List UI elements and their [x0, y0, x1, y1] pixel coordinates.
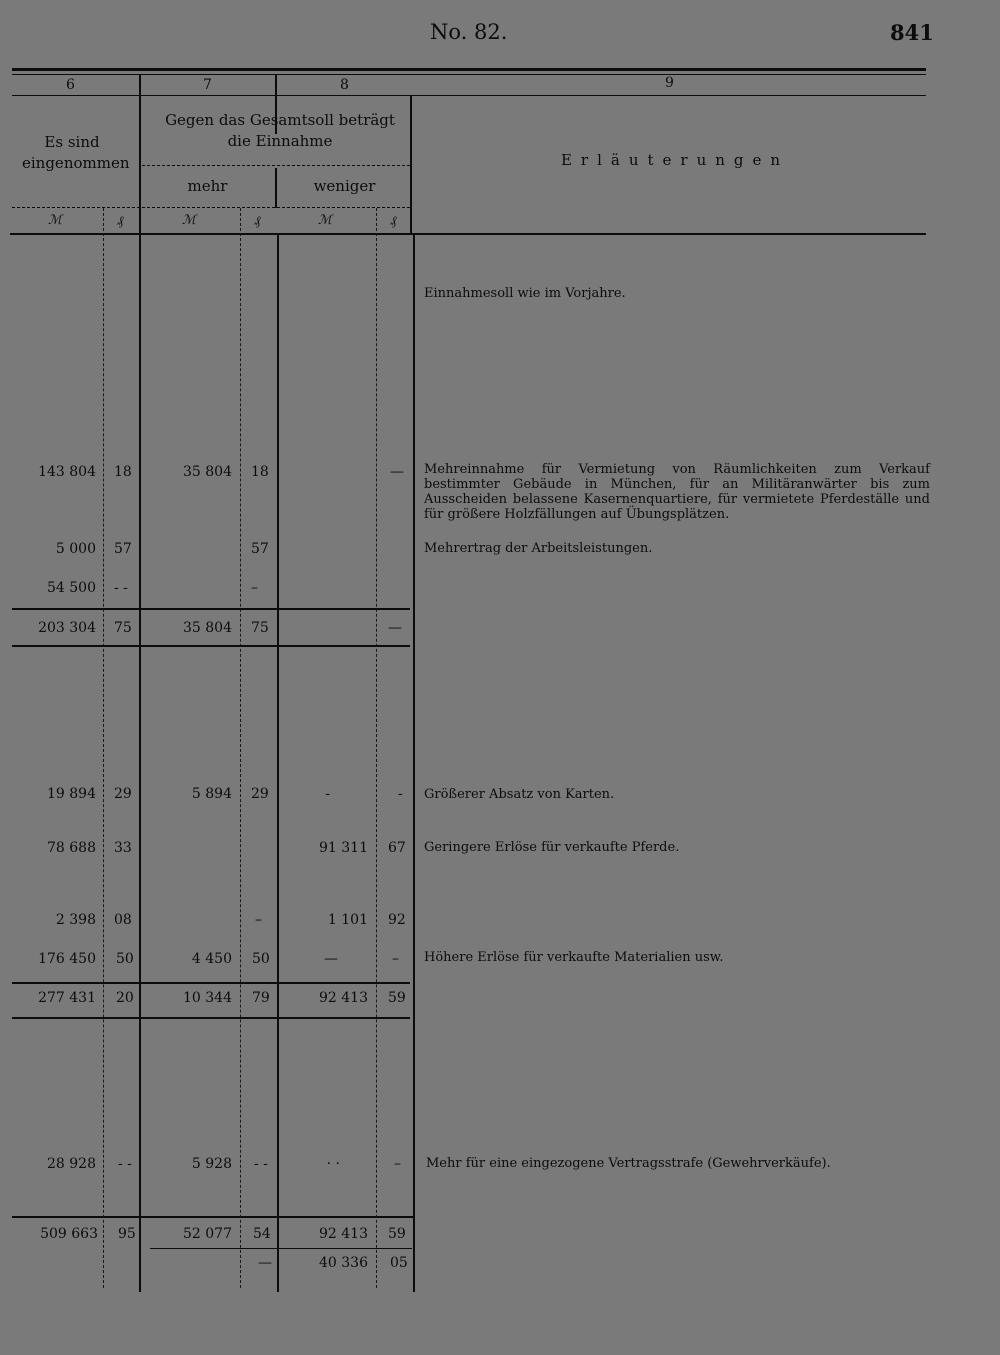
- header-bottom-rule: [10, 233, 926, 235]
- column-divider-8-9-top: [410, 95, 412, 235]
- note-2: Mehreinnahme für Vermietung von Räumlichkeiten zum Verkauf bestimmter Gebäude in München, für an Militäranwärter bis zum Ausscheiden belassene Kasernenquartiere, für vermietete Pferdeställe und für größere Holzfällungen auf Übungsplätzen.: [424, 462, 930, 522]
- row-8-c6-pf: 50: [116, 951, 134, 967]
- row-7-c8-pf: 92: [388, 912, 406, 928]
- row-10-c7-mark: 5 928: [191, 1156, 232, 1172]
- row-3-c7-pf: –: [251, 580, 258, 596]
- row-1-c6-pf: 18: [114, 464, 132, 480]
- top-rule-thin: [12, 74, 926, 75]
- column-divider-6-7: [139, 74, 141, 1292]
- column-number-rule: [12, 95, 926, 96]
- row-6-c8-mark: 91 311: [319, 840, 368, 856]
- column-divider-8-9: [413, 233, 415, 1292]
- row-2-c6-mark: 5 000: [55, 541, 96, 557]
- row-12-c8-mark: 40 336: [319, 1255, 368, 1271]
- row-8-c8-mark: —: [324, 951, 338, 967]
- row-5-c7-mark: 5 894: [191, 786, 232, 802]
- column-8-subheading: weniger: [313, 177, 376, 195]
- row-12-c8-pf: 05: [390, 1255, 408, 1271]
- row-7-c8-mark: 1 101: [327, 912, 368, 928]
- unit-pf-8: ₰: [390, 214, 397, 229]
- pf-divider-8: [376, 208, 377, 1288]
- subtotal-rule-1-top: [12, 608, 410, 610]
- row-4-c7-pf: 75: [251, 620, 269, 636]
- column-number-7: 7: [203, 77, 212, 93]
- row-5-c6-pf: 29: [114, 786, 132, 802]
- top-rule: [12, 68, 926, 71]
- row-6-c8-pf: 67: [388, 840, 406, 856]
- row-8-c7-mark: 4 450: [191, 951, 232, 967]
- row-10-c7-pf: - -: [254, 1156, 268, 1172]
- column-9-heading: Erläuterungen: [560, 151, 790, 169]
- row-2-c6-pf: 57: [114, 541, 132, 557]
- row-1-c6-mark: 143 804: [38, 464, 96, 480]
- row-9-c8-mark: 92 413: [319, 990, 368, 1006]
- note-3: Mehrertrag der Arbeitsleistungen.: [424, 541, 653, 556]
- subheading-rule: [142, 165, 410, 166]
- note-5: Geringere Erlöse für verkaufte Pferde.: [424, 840, 680, 855]
- subtotal-rule-1-bottom: [12, 645, 410, 647]
- document-number: No. 82.: [430, 20, 508, 44]
- total-rule-top: [12, 1216, 414, 1218]
- row-11-c8-pf: 59: [388, 1226, 406, 1242]
- row-11-c7-pf: 54: [253, 1226, 271, 1242]
- column-number-6: 6: [66, 77, 75, 93]
- unit-mark-6: ℳ: [48, 213, 62, 228]
- note-7: Mehr für eine eingezogene Vertragsstrafe (Gewehrverkäufe).: [426, 1156, 831, 1171]
- subtotal-rule-2-top: [12, 982, 410, 984]
- column-divider-7-8-top: [275, 74, 277, 134]
- column-6-heading: Es sind eingenommen: [22, 133, 130, 172]
- row-7-c6-pf: 08: [114, 912, 132, 928]
- page-number: 841: [890, 20, 934, 45]
- note-4: Größerer Absatz von Karten.: [424, 787, 615, 802]
- row-1-c7-mark: 35 804: [183, 464, 232, 480]
- subtotal-rule-2-bottom: [12, 1017, 410, 1019]
- total-rule-bottom: [150, 1248, 412, 1249]
- row-4-c6-mark: 203 304: [38, 620, 96, 636]
- row-10-c6-pf: - -: [118, 1156, 132, 1172]
- row-9-c7-mark: 10 344: [183, 990, 232, 1006]
- unit-mark-7: ℳ: [182, 213, 196, 228]
- row-8-c8-pf: –: [392, 951, 399, 967]
- row-8-c7-pf: 50: [252, 951, 270, 967]
- pf-divider-6: [103, 208, 104, 1288]
- note-1: Einnahmesoll wie im Vorjahre.: [424, 286, 626, 301]
- row-9-c6-pf: 20: [116, 990, 134, 1006]
- row-1-c7-pf: 18: [251, 464, 269, 480]
- row-9-c8-pf: 59: [388, 990, 406, 1006]
- row-7-c7-pf: –: [255, 912, 262, 928]
- column-divider-7-8: [277, 233, 279, 1292]
- unit-pf-6: ₰: [117, 214, 124, 229]
- row-12-c7-pf: —: [258, 1255, 272, 1271]
- pf-divider-7: [240, 208, 241, 1288]
- column-number-9: 9: [665, 75, 674, 91]
- row-4-c7-mark: 35 804: [183, 620, 232, 636]
- row-8-c6-mark: 176 450: [38, 951, 96, 967]
- row-7-c6-mark: 2 398: [55, 912, 96, 928]
- row-9-c6-mark: 277 431: [38, 990, 96, 1006]
- row-3-c6-mark: 54 500: [47, 580, 96, 596]
- unit-rule: [12, 207, 410, 208]
- row-3-c6-pf: - -: [114, 580, 128, 596]
- column-divider-7-8-sub: [275, 168, 277, 208]
- row-11-c7-mark: 52 077: [183, 1226, 232, 1242]
- row-10-c8-pf: –: [394, 1156, 401, 1172]
- row-10-c8-mark: · ·: [326, 1156, 340, 1172]
- column-number-8: 8: [340, 77, 349, 93]
- unit-pf-7: ₰: [254, 214, 261, 229]
- row-4-c6-pf: 75: [114, 620, 132, 636]
- column-7-8-heading: Gegen das Gesamtsoll beträgt die Einnahme: [165, 111, 395, 150]
- column-7-subheading: mehr: [187, 177, 228, 195]
- row-10-c6-mark: 28 928: [47, 1156, 96, 1172]
- row-4-c8-pf: —: [388, 620, 402, 636]
- row-11-c6-mark: 509 663: [40, 1226, 98, 1242]
- row-9-c7-pf: 79: [252, 990, 270, 1006]
- row-2-c7-pf: 57: [251, 541, 269, 557]
- note-6: Höhere Erlöse für verkaufte Materialien usw.: [424, 950, 724, 965]
- unit-mark-8: ℳ: [318, 213, 332, 228]
- row-11-c6-pf: 95: [118, 1226, 136, 1242]
- row-5-c6-mark: 19 894: [47, 786, 96, 802]
- row-6-c6-mark: 78 688: [47, 840, 96, 856]
- row-6-c6-pf: 33: [114, 840, 132, 856]
- row-5-c8-pf: -: [398, 786, 403, 802]
- row-1-c8-pf: —: [390, 464, 404, 480]
- row-11-c8-mark: 92 413: [319, 1226, 368, 1242]
- row-5-c8-mark: -: [325, 786, 330, 802]
- row-5-c7-pf: 29: [251, 786, 269, 802]
